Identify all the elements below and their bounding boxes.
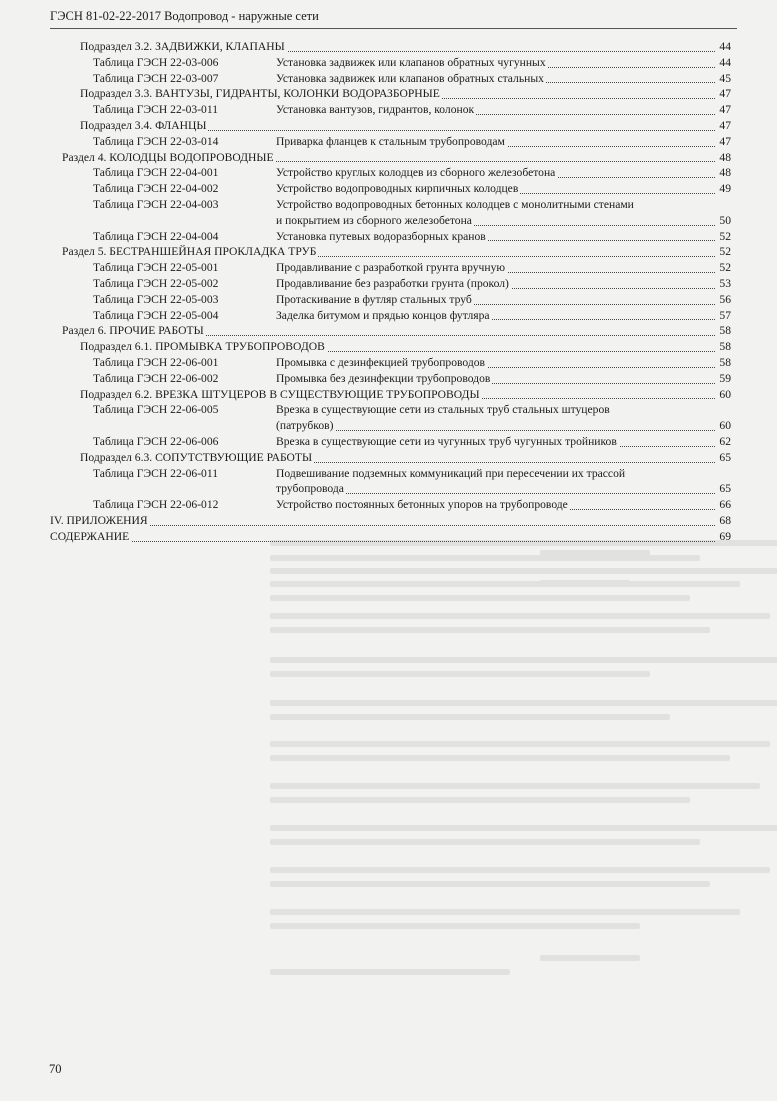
toc-page-number: 44 xyxy=(719,40,731,53)
toc-entry-title: Установка задвижек или клапанов обратных чугунных xyxy=(276,55,546,69)
bleed-line xyxy=(540,671,640,677)
bleed-line xyxy=(540,797,640,803)
toc-page-number: 60 xyxy=(719,387,731,401)
toc-entry-title: Промывка без дезинфекции трубопроводов xyxy=(276,371,491,385)
toc-table-code: Таблица ГЭСН 22-06-011 xyxy=(93,466,219,480)
bleed-line xyxy=(270,595,690,601)
toc-page-number: 59 xyxy=(719,371,731,385)
bleed-line xyxy=(540,627,640,633)
bleed-line xyxy=(270,657,777,663)
toc-table-code: Таблица ГЭСН 22-05-003 xyxy=(93,292,219,306)
toc-page-number: 52 xyxy=(719,229,731,243)
toc-entry-title: Врезка в существующие сети из стальных труб стальных штуцеров xyxy=(276,403,610,417)
bleed-line xyxy=(540,955,640,961)
page-header: ГЭСН 81-02-22-2017 Водопровод - наружные сети xyxy=(50,9,737,29)
toc-entry-title: Заделка битумом и прядью концов футляра xyxy=(276,308,490,322)
toc-table-code: Таблица ГЭСН 22-04-003 xyxy=(93,197,219,211)
toc-page-number: 45 xyxy=(719,71,731,85)
toc-table-code: Таблица ГЭСН 22-05-002 xyxy=(93,276,219,290)
toc-entry[interactable] xyxy=(0,292,777,308)
toc-entry[interactable] xyxy=(0,213,777,229)
toc-page-number: 49 xyxy=(719,182,731,196)
toc-page-number: 53 xyxy=(719,276,731,290)
toc-page-number: 69 xyxy=(719,529,731,543)
bleed-line xyxy=(270,555,700,561)
toc-entry-title: Протаскивание в футляр стальных труб xyxy=(276,292,472,306)
toc-page-number: 58 xyxy=(719,355,731,369)
toc-entry[interactable] xyxy=(0,323,777,339)
toc-entry[interactable] xyxy=(0,355,777,371)
toc-table-code: Таблица ГЭСН 22-04-002 xyxy=(93,182,219,196)
toc-entry[interactable] xyxy=(0,118,777,134)
bleed-line xyxy=(540,580,630,586)
toc-entry[interactable] xyxy=(0,276,777,292)
toc-page-number: 48 xyxy=(719,150,731,164)
toc-table-code: Таблица ГЭСН 22-06-002 xyxy=(93,371,219,385)
toc-table-code: Таблица ГЭСН 22-03-007 xyxy=(93,71,219,85)
toc-entry[interactable] xyxy=(0,55,777,71)
bleed-line xyxy=(540,550,650,556)
bleed-line xyxy=(270,700,777,706)
toc-page-number: 47 xyxy=(719,118,731,132)
toc-table-code: Таблица ГЭСН 22-06-012 xyxy=(93,498,219,512)
toc-page-number: 50 xyxy=(719,213,731,227)
toc-entry-title: Устройство круглых колодцев из сборного железобетона xyxy=(276,166,556,180)
bleed-line xyxy=(270,714,670,720)
bleed-line xyxy=(270,568,777,574)
bleed-line xyxy=(540,839,640,845)
toc-entry[interactable] xyxy=(0,481,777,497)
toc-entry-title: Раздел 5. БЕСТРАНШЕЙНАЯ ПРОКЛАДКА ТРУБ xyxy=(62,245,317,259)
toc-entry-title: Установка вантузов, гидрантов, колонок xyxy=(276,103,475,117)
toc-entry-title: Промывка с дезинфекцией трубопроводов xyxy=(276,355,486,369)
toc-dot-leader xyxy=(276,430,715,431)
bleed-line xyxy=(270,797,690,803)
toc-page-number: 47 xyxy=(719,134,731,148)
toc-page-number: 44 xyxy=(719,55,731,69)
toc-page-number: 58 xyxy=(719,340,731,354)
toc-entry-title: Подраздел 3.3. ВАНТУЗЫ, ГИДРАНТЫ, КОЛОНКИ ВОДОРАЗБОРНЫЕ xyxy=(80,87,440,101)
bleed-line xyxy=(270,923,570,929)
toc-page-number: 52 xyxy=(719,261,731,275)
toc-entry-title: Подвешивание подземных коммуникаций при пересечении их трассой xyxy=(276,466,626,480)
bleed-line xyxy=(270,825,777,831)
bleed-line xyxy=(540,714,640,720)
toc-entry[interactable] xyxy=(0,181,777,197)
toc-dot-leader xyxy=(50,525,715,526)
toc-entry[interactable] xyxy=(0,466,777,482)
toc-entry[interactable] xyxy=(0,134,777,150)
toc-entry-title: Раздел 4. КОЛОДЦЫ ВОДОПРОВОДНЫЕ xyxy=(62,150,274,164)
toc-entry-title: Устройство водопроводных бетонных колодцев с монолитными стенами xyxy=(276,197,634,211)
toc-table-code: Таблица ГЭСН 22-04-004 xyxy=(93,229,219,243)
toc-entry-title: (патрубков) xyxy=(276,419,334,433)
toc-page-number: 66 xyxy=(719,498,731,512)
toc-entry[interactable] xyxy=(0,244,777,260)
toc-entry-title: Подраздел 3.2. ЗАДВИЖКИ, КЛАПАНЫ xyxy=(80,40,285,53)
bleed-line xyxy=(540,881,640,887)
toc-entry-title: Продавливание с разработкой грунта вручную xyxy=(276,261,506,275)
toc-entry-title: Устройство постоянных бетонных упоров на трубопроводе xyxy=(276,498,568,512)
toc-entry[interactable] xyxy=(0,39,777,55)
toc-page-number: 65 xyxy=(719,482,731,496)
reverse-side-bleed-through xyxy=(0,535,777,975)
toc-page-number: 60 xyxy=(719,419,731,433)
toc-table-code: Таблица ГЭСН 22-06-001 xyxy=(93,355,219,369)
toc-entry-title: Подраздел 6.3. СОПУТСТВУЮЩИЕ РАБОТЫ xyxy=(80,450,313,464)
toc-page-number: 48 xyxy=(719,166,731,180)
bleed-line xyxy=(270,627,710,633)
bleed-line xyxy=(270,741,770,747)
toc-entry-title: и покрытием из сборного железобетона xyxy=(276,213,472,227)
toc-entry-title: Подраздел 6.1. ПРОМЫВКА ТРУБОПРОВОДОВ xyxy=(80,340,325,354)
table-of-contents xyxy=(0,39,777,545)
toc-entry-title: Приварка фланцев к стальным трубопроводам xyxy=(276,134,505,148)
toc-table-code: Таблица ГЭСН 22-06-005 xyxy=(93,403,219,417)
toc-page-number: 47 xyxy=(719,87,731,101)
toc-entry[interactable] xyxy=(0,529,777,545)
toc-page-number: 58 xyxy=(719,324,731,338)
toc-page-number: 62 xyxy=(719,434,731,448)
toc-table-code: Таблица ГЭСН 22-04-001 xyxy=(93,166,219,180)
toc-entry-title: Подраздел 3.4. ФЛАНЦЫ xyxy=(80,118,207,132)
toc-entry-title: Установка задвижек или клапанов обратных стальных xyxy=(276,71,544,85)
bleed-line xyxy=(270,783,760,789)
bleed-line xyxy=(540,923,640,929)
toc-table-code: Таблица ГЭСН 22-03-006 xyxy=(93,55,219,69)
toc-entry[interactable] xyxy=(0,450,777,466)
bleed-line xyxy=(270,581,740,587)
toc-entry-title: трубопровода xyxy=(276,482,344,496)
toc-table-code: Таблица ГЭСН 22-05-001 xyxy=(93,261,219,275)
toc-entry-title: Продавливание без разработки грунта (прокол) xyxy=(276,276,509,290)
toc-entry-title: СОДЕРЖАНИЕ xyxy=(50,529,130,543)
toc-dot-leader xyxy=(50,541,715,542)
toc-page-number: 68 xyxy=(719,513,731,527)
toc-page-number: 47 xyxy=(719,103,731,117)
bleed-line xyxy=(270,909,740,915)
bleed-line xyxy=(270,867,770,873)
toc-entry-title: Устройство водопроводных кирпичных колодцев xyxy=(276,182,519,196)
toc-entry[interactable] xyxy=(0,86,777,102)
toc-entry-title: Врезка в существующие сети из чугунных труб чугунных тройников xyxy=(276,434,617,448)
toc-entry[interactable] xyxy=(0,402,777,418)
bleed-line xyxy=(540,755,640,761)
bleed-line xyxy=(270,671,650,677)
toc-entry-title: Раздел 6. ПРОЧИЕ РАБОТЫ xyxy=(62,324,204,338)
toc-entry[interactable] xyxy=(0,229,777,245)
toc-entry[interactable] xyxy=(0,387,777,403)
toc-entry[interactable] xyxy=(0,418,777,434)
bleed-line xyxy=(270,881,710,887)
toc-entry[interactable] xyxy=(0,165,777,181)
bleed-line xyxy=(270,613,770,619)
toc-entry-title: IV. ПРИЛОЖЕНИЯ xyxy=(50,513,148,527)
toc-entry[interactable] xyxy=(0,513,777,529)
toc-entry[interactable] xyxy=(0,371,777,387)
toc-entry[interactable] xyxy=(0,150,777,166)
bleed-line xyxy=(270,755,730,761)
toc-table-code: Таблица ГЭСН 22-03-014 xyxy=(93,134,219,148)
toc-entry[interactable] xyxy=(0,260,777,276)
toc-table-code: Таблица ГЭСН 22-03-011 xyxy=(93,103,219,117)
toc-entry[interactable] xyxy=(0,339,777,355)
bleed-line xyxy=(270,969,510,975)
toc-entry[interactable] xyxy=(0,434,777,450)
toc-entry[interactable] xyxy=(0,71,777,87)
toc-entry[interactable] xyxy=(0,308,777,324)
toc-page-number: 56 xyxy=(719,292,731,306)
toc-entry-title: Установка путевых водоразборных кранов xyxy=(276,229,486,243)
toc-entry[interactable] xyxy=(0,197,777,213)
bleed-line xyxy=(270,839,700,845)
toc-table-code: Таблица ГЭСН 22-06-006 xyxy=(93,434,219,448)
toc-page-number: 57 xyxy=(719,308,731,322)
toc-entry[interactable] xyxy=(0,102,777,118)
toc-table-code: Таблица ГЭСН 22-05-004 xyxy=(93,308,219,322)
toc-page-number: 65 xyxy=(719,450,731,464)
page-number: 70 xyxy=(49,1062,62,1076)
toc-page-number: 52 xyxy=(719,245,731,259)
toc-entry-title: Подраздел 6.2. ВРЕЗКА ШТУЦЕРОВ В СУЩЕСТВУЮЩИЕ ТРУБОПРОВОДЫ xyxy=(80,387,480,401)
toc-entry[interactable] xyxy=(0,497,777,513)
